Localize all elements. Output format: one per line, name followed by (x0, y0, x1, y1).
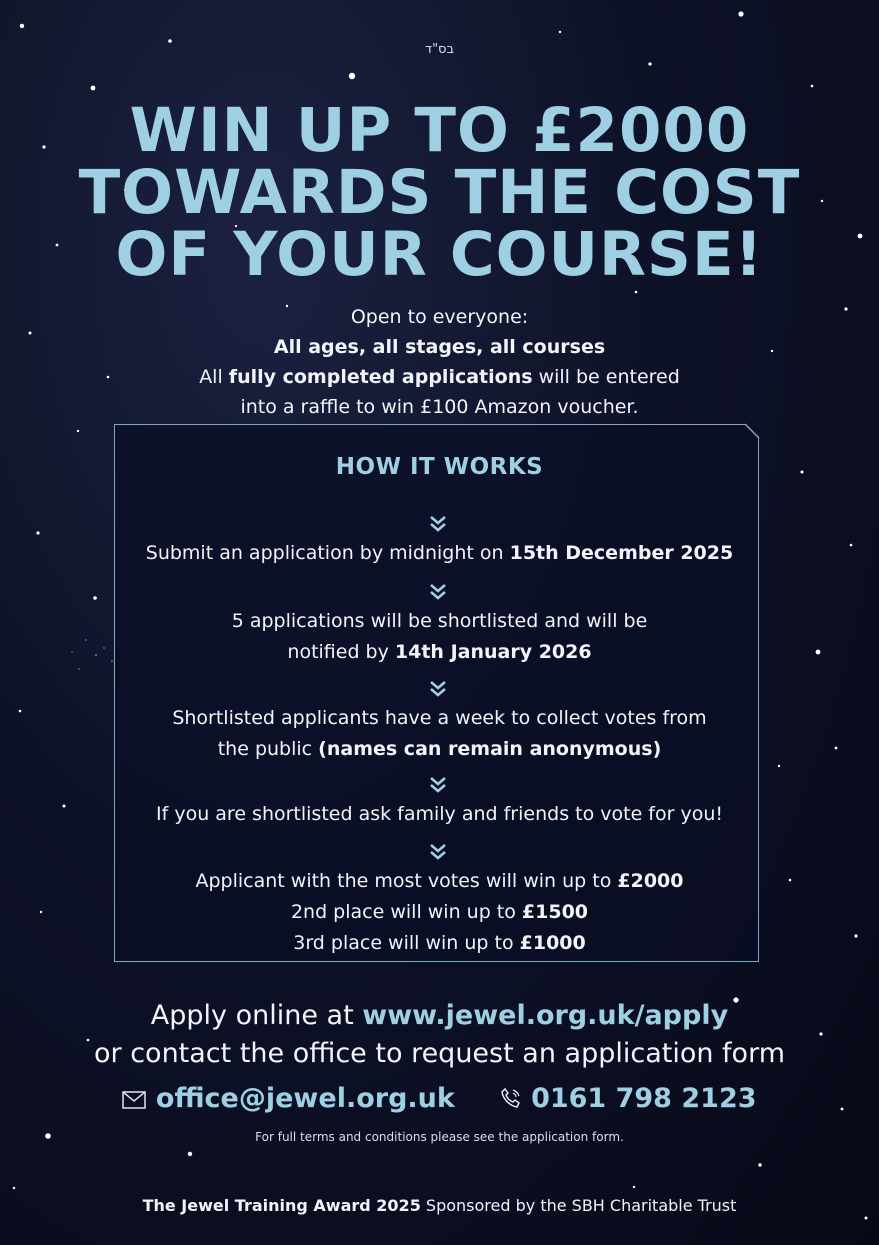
footer-award: The Jewel Training Award 2025 (142, 1196, 421, 1215)
prize-first-amount: £2000 (617, 870, 684, 892)
step-votes-line-2 (0, 734, 879, 765)
intro-line-3 (0, 362, 879, 392)
footer-sponsor: Sponsored by the SBH Charitable Trust (425, 1196, 737, 1215)
intro-line-2 (0, 332, 879, 362)
headline-line-2: TOWARDS THE COST (78, 157, 801, 228)
envelope-icon (122, 1091, 146, 1109)
prize-second-amount: £1500 (521, 901, 589, 923)
step-votes-line-1: Shortlisted applicants have a week to collect votes from (172, 707, 707, 729)
apply-line-1 (0, 997, 879, 1035)
apply-section (0, 997, 879, 1073)
panel-corner-icon (744, 423, 764, 443)
chevron-down-icon (428, 680, 448, 698)
step-votes (0, 703, 879, 765)
step-shortlist (0, 606, 879, 668)
step-submit (0, 538, 879, 569)
apply-prefix: Apply online at (150, 1000, 363, 1031)
prize-second-text: 2nd place will win up to (290, 901, 522, 923)
prize-first (0, 866, 879, 897)
prize-third-amount: £1000 (519, 932, 586, 954)
step-shortlist-line-1: 5 applications will be shortlisted and will be (231, 610, 648, 632)
step-shortlist-date: 14th January 2026 (394, 641, 592, 663)
prize-first-text: Applicant with the most votes will win up to (195, 870, 618, 892)
step-votes-bold: (names can remain anonymous) (318, 738, 662, 760)
step-submit-text: Submit an application by midnight on (145, 542, 510, 564)
chevron-down-icon (428, 776, 448, 794)
step-ask-family: If you are shortlisted ask family and friends to vote for you! (156, 803, 723, 825)
step-prizes (0, 866, 879, 959)
contact-row (0, 1083, 879, 1114)
chevron-down-icon (428, 583, 448, 601)
how-it-works-title: HOW IT WORKS (335, 454, 544, 480)
phone-link[interactable]: 0161 798 2123 (531, 1083, 757, 1114)
apply-line-2: or contact the office to request an application form (94, 1038, 785, 1069)
step-shortlist-line-2 (0, 637, 879, 668)
intro-line-2-bold: All ages, all stages, all courses (273, 336, 606, 358)
intro-line-4: into a raffle to win £100 Amazon voucher. (240, 396, 639, 418)
email-link[interactable]: office@jewel.org.uk (155, 1083, 455, 1114)
footer (0, 1196, 879, 1215)
prize-second (0, 897, 879, 928)
intro-line-3-bold: fully completed applications (228, 366, 533, 388)
phone-icon (500, 1087, 522, 1109)
chevron-down-icon (428, 843, 448, 861)
step-shortlist-prefix: notified by (287, 641, 395, 663)
step-votes-prefix: the public (217, 738, 319, 760)
headline-line-1: WIN UP TO £2000 (129, 95, 750, 166)
headline (0, 95, 879, 290)
intro-line-3-suffix: will be entered (532, 366, 680, 388)
headline-line-3: OF YOUR COURSE! (115, 219, 764, 290)
prize-third-text: 3rd place will win up to (293, 932, 520, 954)
prize-third (0, 928, 879, 959)
terms-note: For full terms and conditions please see the application form. (255, 1130, 624, 1144)
intro-text (0, 302, 879, 422)
intro-line-3-prefix: All (199, 366, 229, 388)
bsd-mark: בס"ד (424, 42, 455, 57)
step-submit-date: 15th December 2025 (509, 542, 734, 564)
apply-url-link[interactable]: www.jewel.org.uk/apply (362, 1000, 729, 1031)
chevron-down-icon (428, 515, 448, 533)
intro-line-1: Open to everyone: (350, 306, 529, 328)
